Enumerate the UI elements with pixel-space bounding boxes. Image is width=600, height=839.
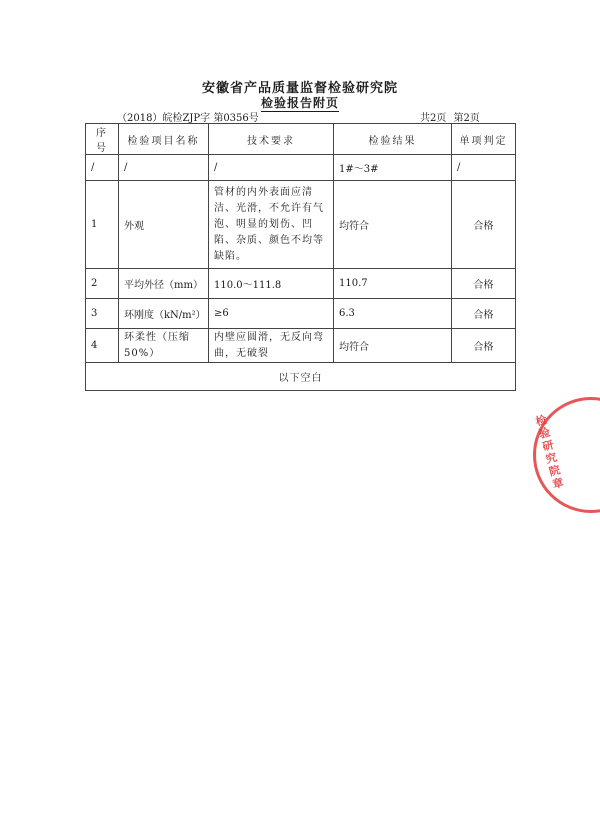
inspection-table (85, 123, 516, 391)
row-spec: ≥6 (209, 299, 334, 329)
row-item: 平均外径（mm） (119, 269, 209, 299)
page-subtitle (0, 94, 600, 111)
row-verdict: 合格 (452, 299, 516, 329)
column-header: 技术要求 (209, 124, 334, 155)
row-result: 1#～3# (334, 155, 452, 181)
row-number: 1 (86, 181, 119, 269)
report-number: （2018）皖检ZJP字 第0356号 (117, 113, 259, 124)
page-info: 共2页 第2页 (420, 113, 480, 124)
subtitle-text: 检验报告附页 (260, 96, 339, 110)
row-result: 均符合 (334, 181, 452, 269)
row-spec: 110.0～111.8 (209, 269, 334, 299)
row-result: 均符合 (334, 329, 452, 363)
row-number: 4 (86, 329, 119, 363)
row-verdict: / (452, 155, 516, 181)
blank-below-note: 以下空白 (86, 363, 516, 391)
row-spec: 内壁应圆滑，无反向弯曲，无破裂 (209, 329, 334, 363)
institute-title: 安徽省产品质量监督检验研究院 (201, 81, 398, 96)
row-spec: / (209, 155, 334, 181)
row-result: 6.3 (334, 299, 452, 329)
table-header-row (86, 124, 516, 155)
column-header: 序号 (86, 124, 119, 155)
table-row (86, 269, 516, 299)
row-number: / (86, 155, 119, 181)
row-item: 外观 (119, 181, 209, 269)
seal-lettering: 检验研究院章 (534, 413, 566, 492)
table-footer-row (86, 363, 516, 391)
row-verdict: 合格 (452, 329, 516, 363)
row-verdict: 合格 (452, 269, 516, 299)
column-header: 检验结果 (334, 124, 452, 155)
table-row (86, 155, 516, 181)
row-item: / (119, 155, 209, 181)
table-row (86, 329, 516, 363)
row-result: 110.7 (334, 269, 452, 299)
table-row (86, 299, 516, 329)
column-header: 单项判定 (452, 124, 516, 155)
table-row (86, 181, 516, 269)
row-item: 环柔性（压缩50%） (119, 329, 209, 363)
row-number: 3 (86, 299, 119, 329)
row-verdict: 合格 (452, 181, 516, 269)
column-header: 检验项目名称 (119, 124, 209, 155)
row-number: 2 (86, 269, 119, 299)
row-item: 环刚度（kN/m²） (119, 299, 209, 329)
row-spec: 管材的内外表面应清洁、光滑，不允许有气泡、明显的划伤、凹陷、杂质、颜色不均等缺陷。 (209, 181, 334, 269)
